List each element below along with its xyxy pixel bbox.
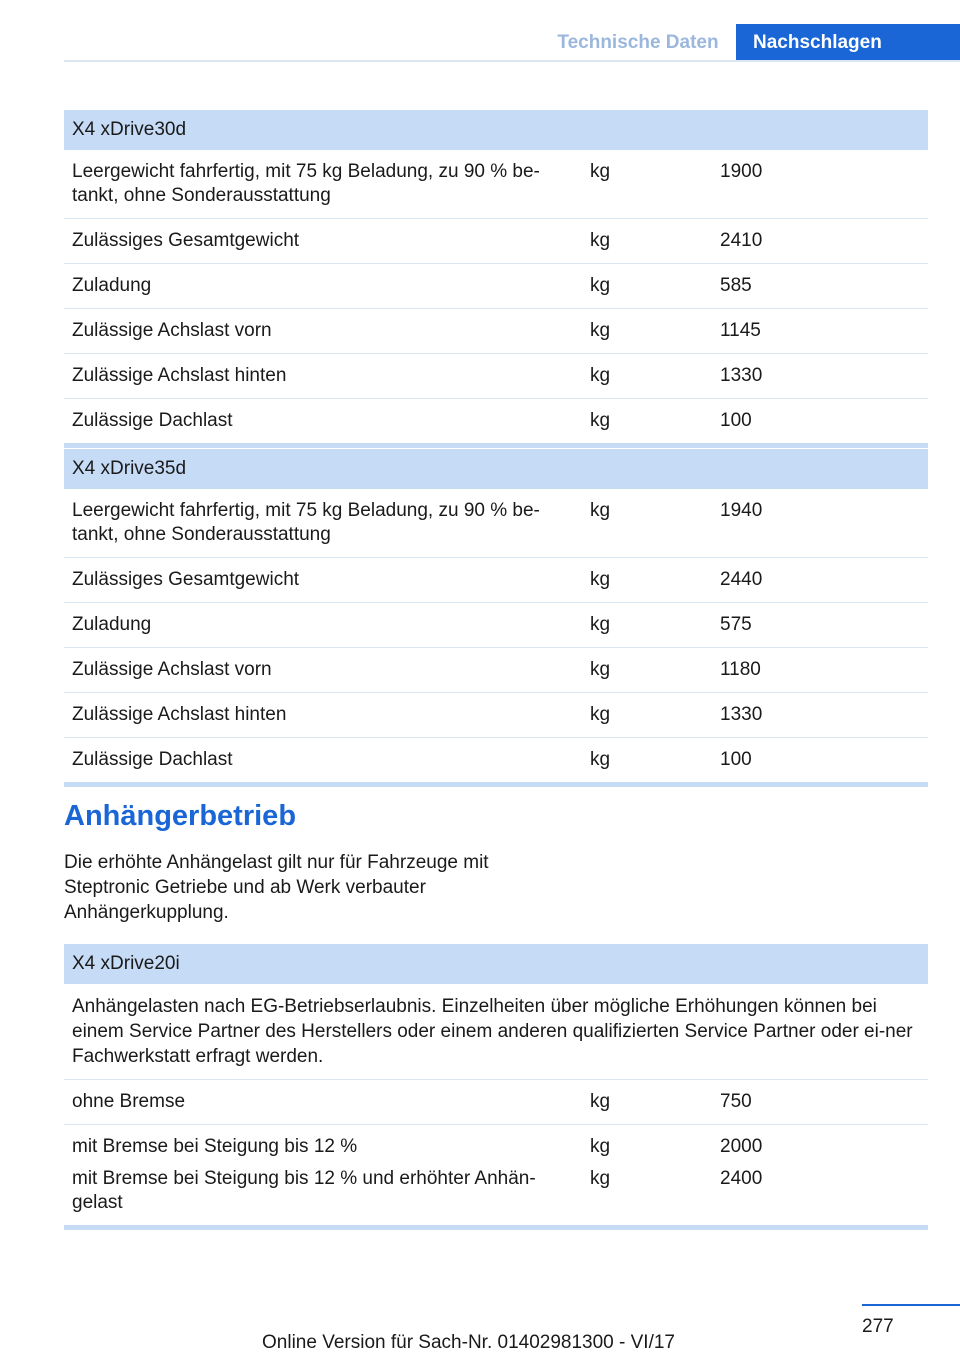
tab-technische-daten[interactable]: Technische Daten <box>557 32 719 53</box>
row-value: 1180 <box>712 648 928 693</box>
table-row <box>64 693 928 738</box>
table-title: X4 xDrive30d <box>64 110 928 150</box>
row-unit: kg <box>582 738 712 785</box>
table-row <box>64 1161 928 1228</box>
row-label: Zuladung <box>64 264 582 309</box>
row-label: Zulässiges Gesamtgewicht <box>64 219 582 264</box>
row-unit: kg <box>582 1080 712 1125</box>
table-note-row <box>64 984 928 1080</box>
row-value: 1145 <box>712 309 928 354</box>
table-row <box>64 1080 928 1125</box>
row-unit: kg <box>582 1161 712 1228</box>
header-divider <box>64 60 960 62</box>
row-label: Zulässige Achslast vorn <box>64 648 582 693</box>
table-header-row <box>64 944 928 984</box>
table-header-row <box>64 449 928 489</box>
row-value: 2410 <box>712 219 928 264</box>
table-title: X4 xDrive35d <box>64 449 928 489</box>
table-row <box>64 603 928 648</box>
table-row <box>64 399 928 446</box>
row-value: 585 <box>712 264 928 309</box>
row-unit: kg <box>582 693 712 738</box>
table-row <box>64 1125 928 1162</box>
row-value: 2400 <box>712 1161 928 1228</box>
row-unit: kg <box>582 603 712 648</box>
row-unit: kg <box>590 1136 611 1157</box>
trailer-load-table <box>64 944 928 1230</box>
row-value: 1940 <box>712 489 928 558</box>
table-row <box>64 309 928 354</box>
row-unit: kg <box>582 648 712 693</box>
row-label: Zulässige Dachlast <box>64 738 582 785</box>
row-label: Zulässige Achslast hinten <box>64 693 582 738</box>
row-unit: kg <box>582 264 712 309</box>
section-intro: Die erhöhte Anhängelast gilt nur für Fahrzeuge mit Steptronic Getriebe und ab Werk verbauter Anhängerkupplung. <box>64 852 489 923</box>
row-label: Leergewicht fahrfertig, mit 75 kg Beladung, zu 90 % be-tankt, ohne Sonderausstattung <box>64 150 582 219</box>
row-value: 575 <box>712 603 928 648</box>
row-label: ohne Bremse <box>64 1080 582 1125</box>
row-value: 100 <box>712 399 928 446</box>
row-value: 1330 <box>712 693 928 738</box>
row-value: 1330 <box>712 354 928 399</box>
row-label: Leergewicht fahrfertig, mit 75 kg Beladung, zu 90 % be-tankt, ohne Sonderausstattung <box>64 489 582 558</box>
row-label: Zulässige Achslast vorn <box>64 309 582 354</box>
row-value: 750 <box>712 1080 928 1125</box>
table-row <box>64 558 928 603</box>
table-title: X4 xDrive20i <box>64 944 928 984</box>
row-value: 100 <box>712 738 928 785</box>
spec-table-xdrive30d <box>64 110 928 448</box>
row-unit: kg <box>582 399 712 446</box>
row-unit: kg <box>582 354 712 399</box>
footer-note: Online Version für Sach-Nr. 01402981300 - VI/17 <box>262 1332 675 1353</box>
table-row <box>64 150 928 219</box>
row-label: Zulässige Achslast hinten <box>64 354 582 399</box>
page-number-rule <box>862 1304 960 1306</box>
tab-nachschlagen[interactable]: Nachschlagen <box>736 24 960 62</box>
row-label: Zulässiges Gesamtgewicht <box>64 558 582 603</box>
row-label: mit Bremse bei Steigung bis 12 % und erhöhter Anhän-gelast <box>64 1161 582 1228</box>
row-value: 2440 <box>712 558 928 603</box>
row-value: 2000 <box>720 1136 763 1157</box>
spec-table-xdrive35d <box>64 449 928 787</box>
section-title: Anhängerbetrieb <box>64 800 297 832</box>
table-row <box>64 264 928 309</box>
table-row <box>64 354 928 399</box>
row-label: Zulässige Dachlast <box>64 399 582 446</box>
table-row <box>64 219 928 264</box>
row-unit: kg <box>582 150 712 219</box>
row-value: 1900 <box>712 150 928 219</box>
table-row <box>64 648 928 693</box>
table-header-row <box>64 110 928 150</box>
table-note: Anhängelasten nach EG-Betriebserlaubnis. Einzelheiten über mögliche Erhöhungen können bei einem Service Partner des Herstellers oder einem anderen qualifizierten Service Partner oder ei-ner Fachwerkstatt erfragt werden. <box>64 984 928 1080</box>
table-row <box>64 489 928 558</box>
table-row <box>64 738 928 785</box>
row-unit: kg <box>582 558 712 603</box>
row-unit: kg <box>582 489 712 558</box>
row-unit: kg <box>582 309 712 354</box>
row-label: mit Bremse bei Steigung bis 12 % <box>72 1136 358 1157</box>
page-number: 277 <box>862 1316 894 1337</box>
row-unit: kg <box>582 219 712 264</box>
row-label: Zuladung <box>64 603 582 648</box>
